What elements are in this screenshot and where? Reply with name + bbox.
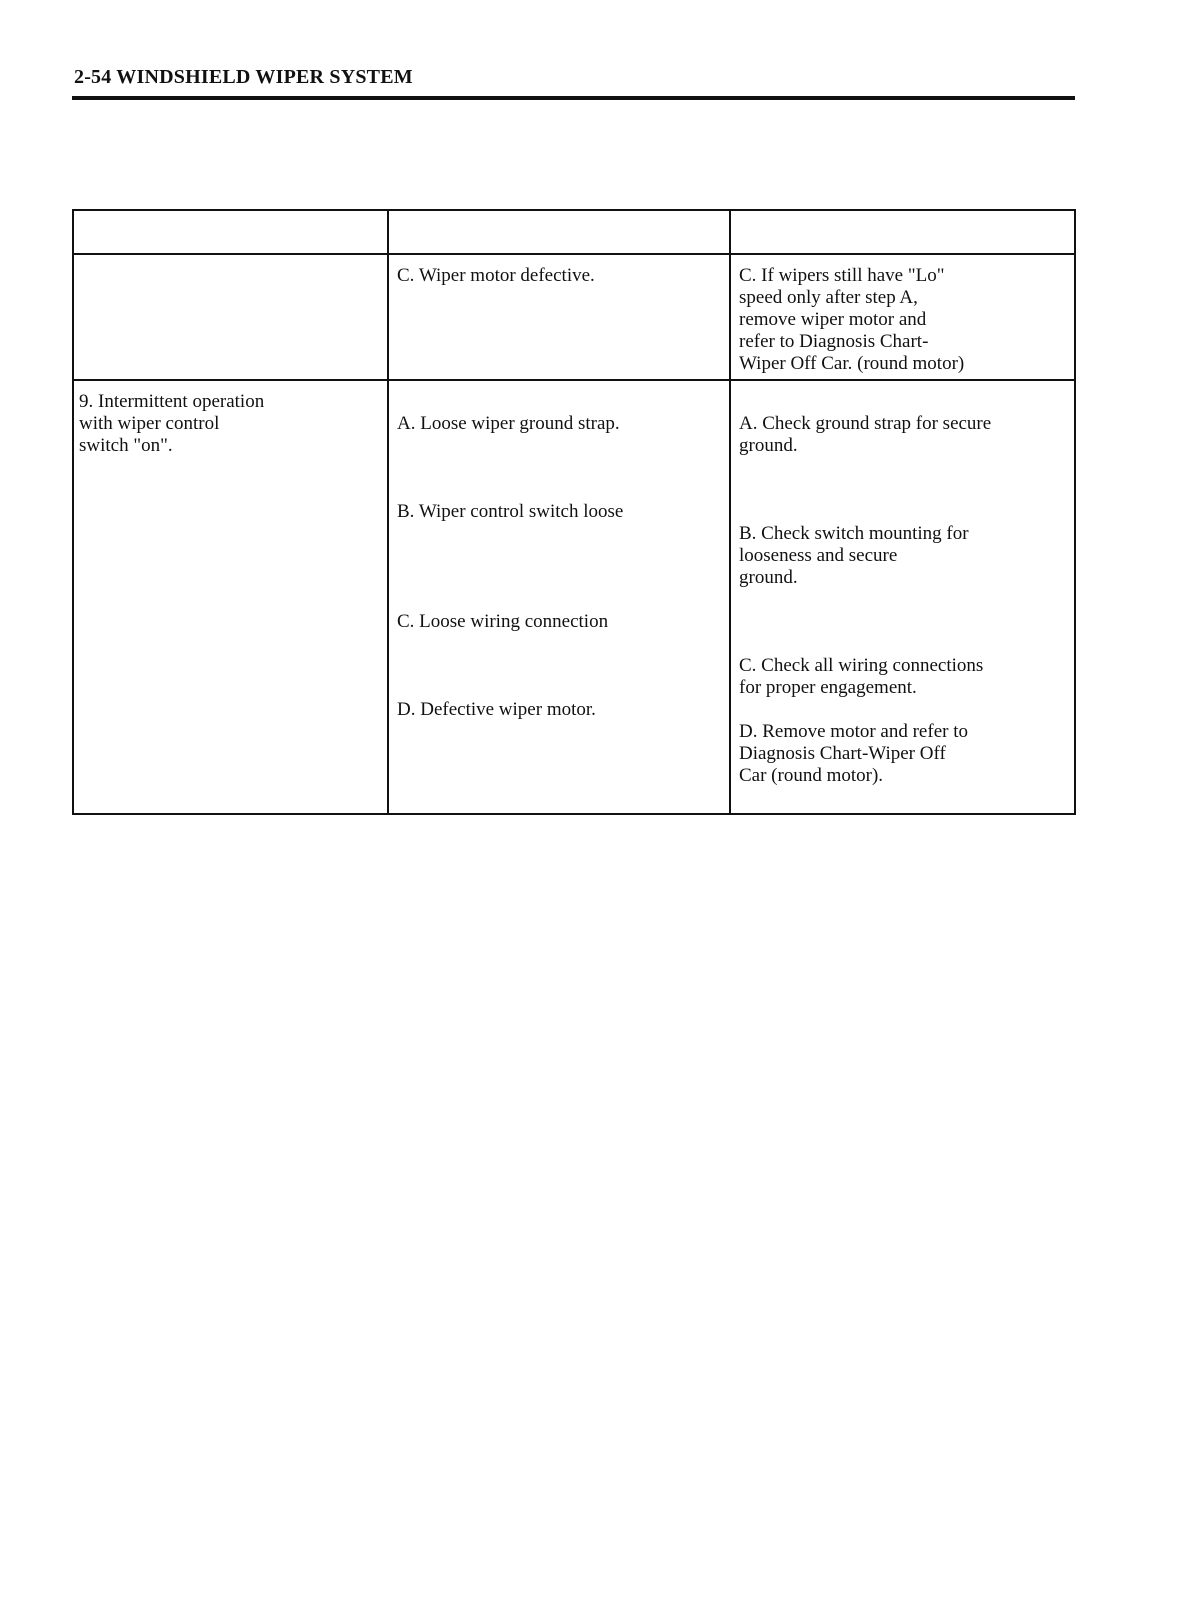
cause-d: D. Defective wiper motor. [397, 699, 596, 720]
header-cell-cause [388, 210, 730, 254]
header-cell-correction [730, 210, 1075, 254]
problem-text: 9. Intermittent operation with wiper control switch "on". [79, 391, 265, 456]
problem-cell [73, 254, 388, 380]
header-cell-problem [73, 210, 388, 254]
diagnosis-table [72, 209, 1076, 815]
table-row [73, 254, 1075, 380]
cause-text: C. Wiper motor defective. [397, 265, 595, 286]
table-header-row [73, 210, 1075, 254]
cause-cell [388, 380, 730, 814]
problem-cell [73, 380, 388, 814]
correction-cell [730, 380, 1075, 814]
correction-d: D. Remove motor and refer to Diagnosis Chart-Wiper Off Car (round motor). [739, 721, 968, 786]
cause-b: B. Wiper control switch loose [397, 501, 624, 522]
cause-cell [388, 254, 730, 380]
correction-a: A. Check ground strap for secure ground. [739, 413, 992, 456]
correction-b: B. Check switch mounting for looseness and secure ground. [739, 523, 969, 588]
problem-text [74, 255, 387, 269]
page-header: 2-54 WINDSHIELD WIPER SYSTEM [74, 66, 413, 88]
table-row [73, 380, 1075, 814]
correction-cell [730, 254, 1075, 380]
correction-c: C. Check all wiring connections for proper engagement. [739, 655, 984, 698]
header-rule [72, 96, 1075, 100]
correction-text: C. If wipers still have "Lo" speed only after step A, remove wiper motor and refer to Diagnosis Chart- Wiper Off Car. (round motor) [739, 265, 965, 374]
cause-c: C. Loose wiring connection [397, 611, 609, 632]
cause-a: A. Loose wiper ground strap. [397, 413, 620, 434]
